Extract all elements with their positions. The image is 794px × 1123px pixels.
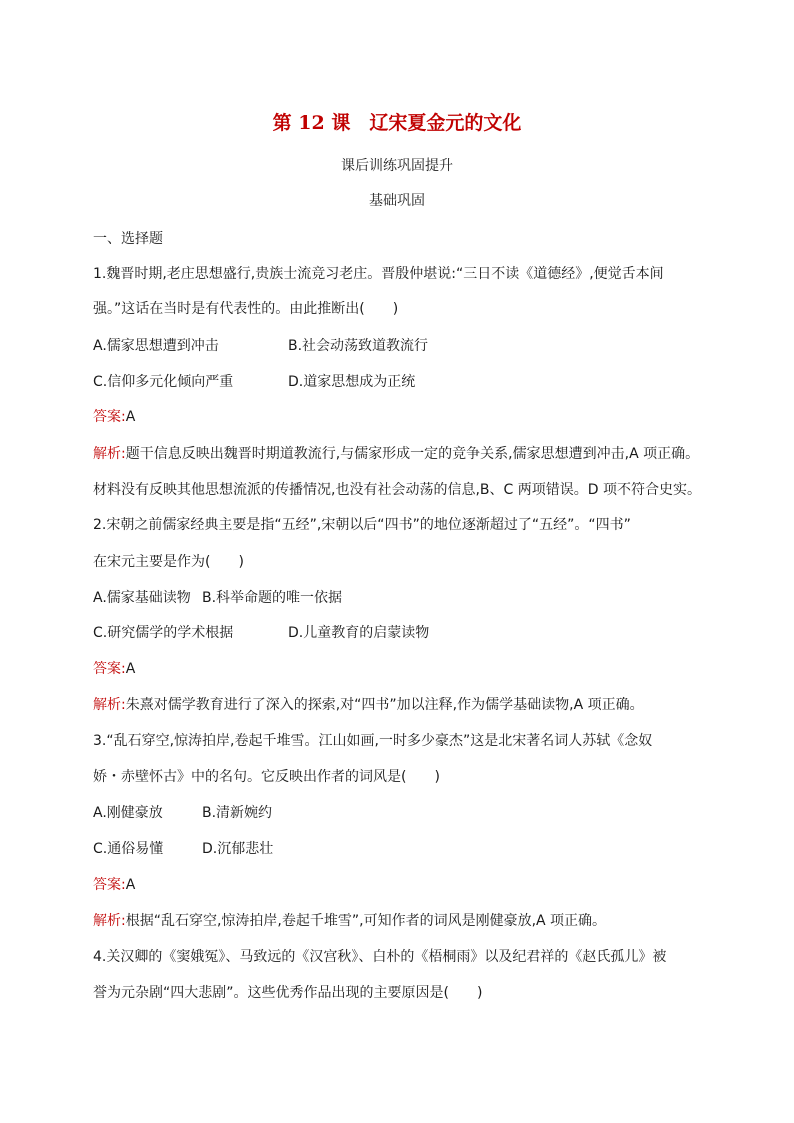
q2-answer-value: A [125, 661, 136, 677]
part-heading: 一、选择题 [93, 231, 163, 247]
q3-option-a: A.刚健豪放 [93, 805, 163, 821]
q3-stem-line-2: 娇・赤壁怀古》中的名句。它反映出作者的词风是( ) [93, 769, 440, 785]
q4-stem-line-2: 誉为元杂剧“四大悲剧”。这些优秀作品出现的主要原因是( ) [93, 985, 483, 1001]
explain-label: 解析: [93, 446, 126, 462]
q3-stem-line-1: 3.“乱石穿空,惊涛拍岸,卷起千堆雪。江山如画,一时多少豪杰”这是北宋著名词人苏轼《念奴 [93, 733, 653, 749]
page-title: 第 12 课 辽宋夏金元的文化 [272, 112, 522, 134]
answer-label: 答案: [93, 877, 126, 893]
q1-explanation-text-1: 题干信息反映出魏晋时期道教流行,与儒家形成一定的竞争关系,儒家思想遭到冲击,A 项正确。 [125, 446, 700, 462]
explain-label: 解析: [93, 697, 126, 713]
explain-label: 解析: [93, 913, 126, 929]
q2-answer [93, 658, 135, 678]
q2-explanation-text-1: 朱熹对儒学教育进行了深入的探索,对“四书”加以注释,作为儒学基础读物,A 项正确。 [125, 697, 644, 713]
q3-option-d: D.沉郁悲壮 [202, 841, 274, 857]
q2-option-a: A.儒家基础读物 [93, 590, 191, 606]
answer-label: 答案: [93, 661, 126, 677]
page-subtitle: 课后训练巩固提升 [341, 158, 453, 174]
q2-option-c: C.研究儒学的学术根据 [93, 625, 234, 641]
q2-option-d: D.儿童教育的启蒙读物 [288, 625, 430, 641]
q1-explanation-line-1 [93, 443, 699, 463]
q3-explanation-text-1: 根据“乱石穿空,惊涛拍岸,卷起千堆雪”,可知作者的词风是刚健豪放,A 项正确。 [125, 913, 607, 929]
q1-explanation-line-2: 材料没有反映其他思想流派的传播情况,也没有社会动荡的信息,B、C 两项错误。D 项不符合史实。 [93, 482, 701, 498]
q1-stem-line-1: 1.魏晋时期,老庄思想盛行,贵族士流竞习老庄。晋殷仲堪说:“三日不读《道德经》,便觉舌本间 [93, 266, 664, 282]
q1-stem-line-2: 强。”这话在当时是有代表性的。由此推断出( ) [93, 301, 399, 317]
q3-answer [93, 874, 135, 894]
q2-option-b: B.科举命题的唯一依据 [202, 590, 343, 606]
q4-stem-line-1: 4.关汉卿的《窦娥冤》、马致远的《汉宫秋》、白朴的《梧桐雨》以及纪君祥的《赵氏孤儿》被 [93, 949, 667, 965]
q3-explanation-line-1 [93, 910, 606, 930]
q3-answer-value: A [125, 877, 136, 893]
q1-answer [93, 406, 135, 426]
q1-answer-value: A [125, 409, 136, 425]
q1-option-d: D.道家思想成为正统 [288, 374, 416, 390]
q3-option-b: B.清新婉约 [202, 805, 273, 821]
q1-option-a: A.儒家思想遭到冲击 [93, 338, 219, 354]
q2-stem-line-1: 2.宋朝之前儒家经典主要是指“五经”,宋朝以后“四书”的地位逐渐超过了“五经”。“四书” [93, 517, 631, 533]
section-label: 基础巩固 [369, 193, 425, 209]
q2-explanation-line-1 [93, 694, 644, 714]
q1-option-c: C.信仰多元化倾向严重 [93, 374, 234, 390]
answer-label: 答案: [93, 409, 126, 425]
q3-option-c: C.通俗易懂 [93, 841, 164, 857]
q2-stem-line-2: 在宋元主要是作为( ) [93, 554, 244, 570]
q1-option-b: B.社会动荡致道教流行 [288, 338, 429, 354]
